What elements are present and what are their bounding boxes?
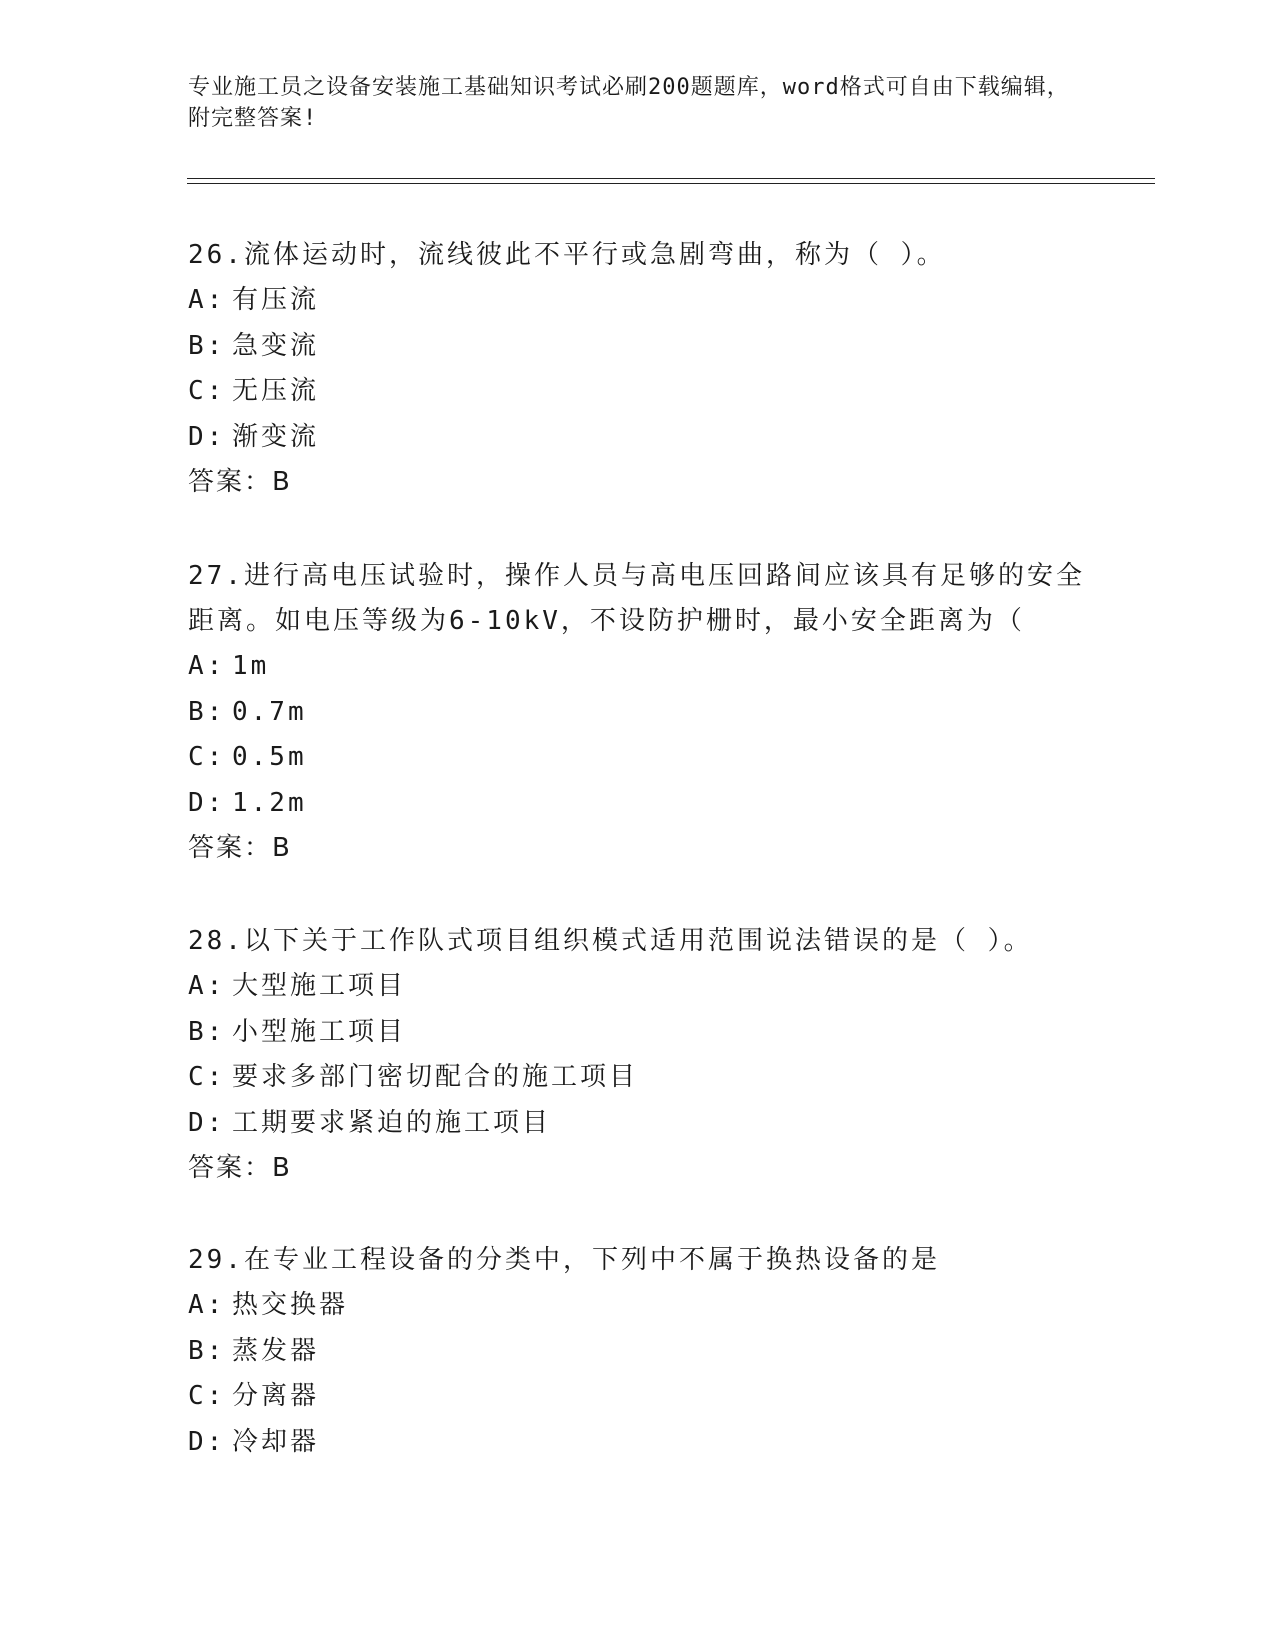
option-text: 0.5m [232, 742, 307, 772]
answer-line: 答案：B [188, 467, 292, 497]
option-b [188, 1329, 1088, 1375]
option-text: 工期要求紧迫的施工项目 [232, 1107, 552, 1138]
option-c [188, 1055, 1088, 1101]
option-letter: B: [188, 696, 226, 727]
option-letter: B: [188, 1335, 226, 1366]
option-c [188, 1374, 1088, 1420]
option-letter: D: [188, 1426, 226, 1457]
option-d [188, 1420, 1088, 1466]
option-letter: D: [188, 787, 226, 818]
option-letter: C: [188, 376, 226, 406]
option-b [188, 324, 1088, 370]
option-letter: C: [188, 1062, 226, 1092]
option-d [188, 415, 1088, 461]
option-text: 蒸发器 [232, 1335, 320, 1366]
option-letter: A: [188, 1290, 226, 1320]
question-26 [188, 233, 1088, 505]
option-letter: C: [188, 1381, 226, 1411]
option-text: 无压流 [232, 376, 320, 406]
option-text: 急变流 [232, 330, 320, 361]
option-a [188, 964, 1088, 1010]
question-stem: 28.以下关于工作队式项目组织模式适用范围说法错误的是（ ）。 [188, 926, 1033, 956]
option-a [188, 1283, 1088, 1329]
question-stem: 29.在专业工程设备的分类中，下列中不属于换热设备的是 [188, 1245, 940, 1275]
option-text: 大型施工项目 [232, 971, 407, 1001]
option-text: 1m [232, 651, 270, 681]
option-text: 分离器 [232, 1381, 320, 1411]
header-divider-top [187, 178, 1155, 179]
question-27 [188, 554, 1088, 871]
option-b [188, 690, 1088, 736]
option-text: 冷却器 [232, 1426, 320, 1457]
option-letter: A: [188, 285, 226, 315]
header-divider-bottom [187, 183, 1155, 184]
option-letter: A: [188, 651, 226, 681]
option-text: 小型施工项目 [232, 1016, 407, 1047]
option-text: 渐变流 [232, 421, 320, 452]
option-letter: A: [188, 971, 226, 1001]
option-b [188, 1010, 1088, 1056]
option-letter: D: [188, 1107, 226, 1138]
option-text: 0.7m [232, 696, 307, 727]
question-stem: 27.进行高电压试验时，操作人员与高电压回路间应该具有足够的安全距离。如电压等级为6-10kV，不设防护栅时，最小安全距离为（ [188, 561, 1085, 636]
option-text: 要求多部门密切配合的施工项目 [232, 1062, 639, 1092]
option-d [188, 781, 1088, 827]
option-a [188, 644, 1088, 690]
option-a [188, 278, 1088, 324]
option-text: 1.2m [232, 787, 307, 818]
option-c [188, 735, 1088, 781]
option-text: 热交换器 [232, 1290, 349, 1320]
document-header: 专业施工员之设备安装施工基础知识考试必刷200题题库，word格式可自由下载编辑，附完整答案! [188, 75, 1070, 131]
option-c [188, 369, 1088, 415]
option-text: 有压流 [232, 285, 320, 315]
option-letter: B: [188, 1016, 226, 1047]
option-letter: D: [188, 421, 226, 452]
question-29 [188, 1238, 1088, 1465]
answer-line: 答案：B [188, 1153, 292, 1183]
question-28 [188, 919, 1088, 1191]
option-letter: B: [188, 330, 226, 361]
option-d [188, 1101, 1088, 1147]
answer-line: 答案：B [188, 833, 292, 863]
option-letter: C: [188, 742, 226, 772]
question-stem: 26.流体运动时，流线彼此不平行或急剧弯曲，称为（ ）。 [188, 240, 946, 270]
